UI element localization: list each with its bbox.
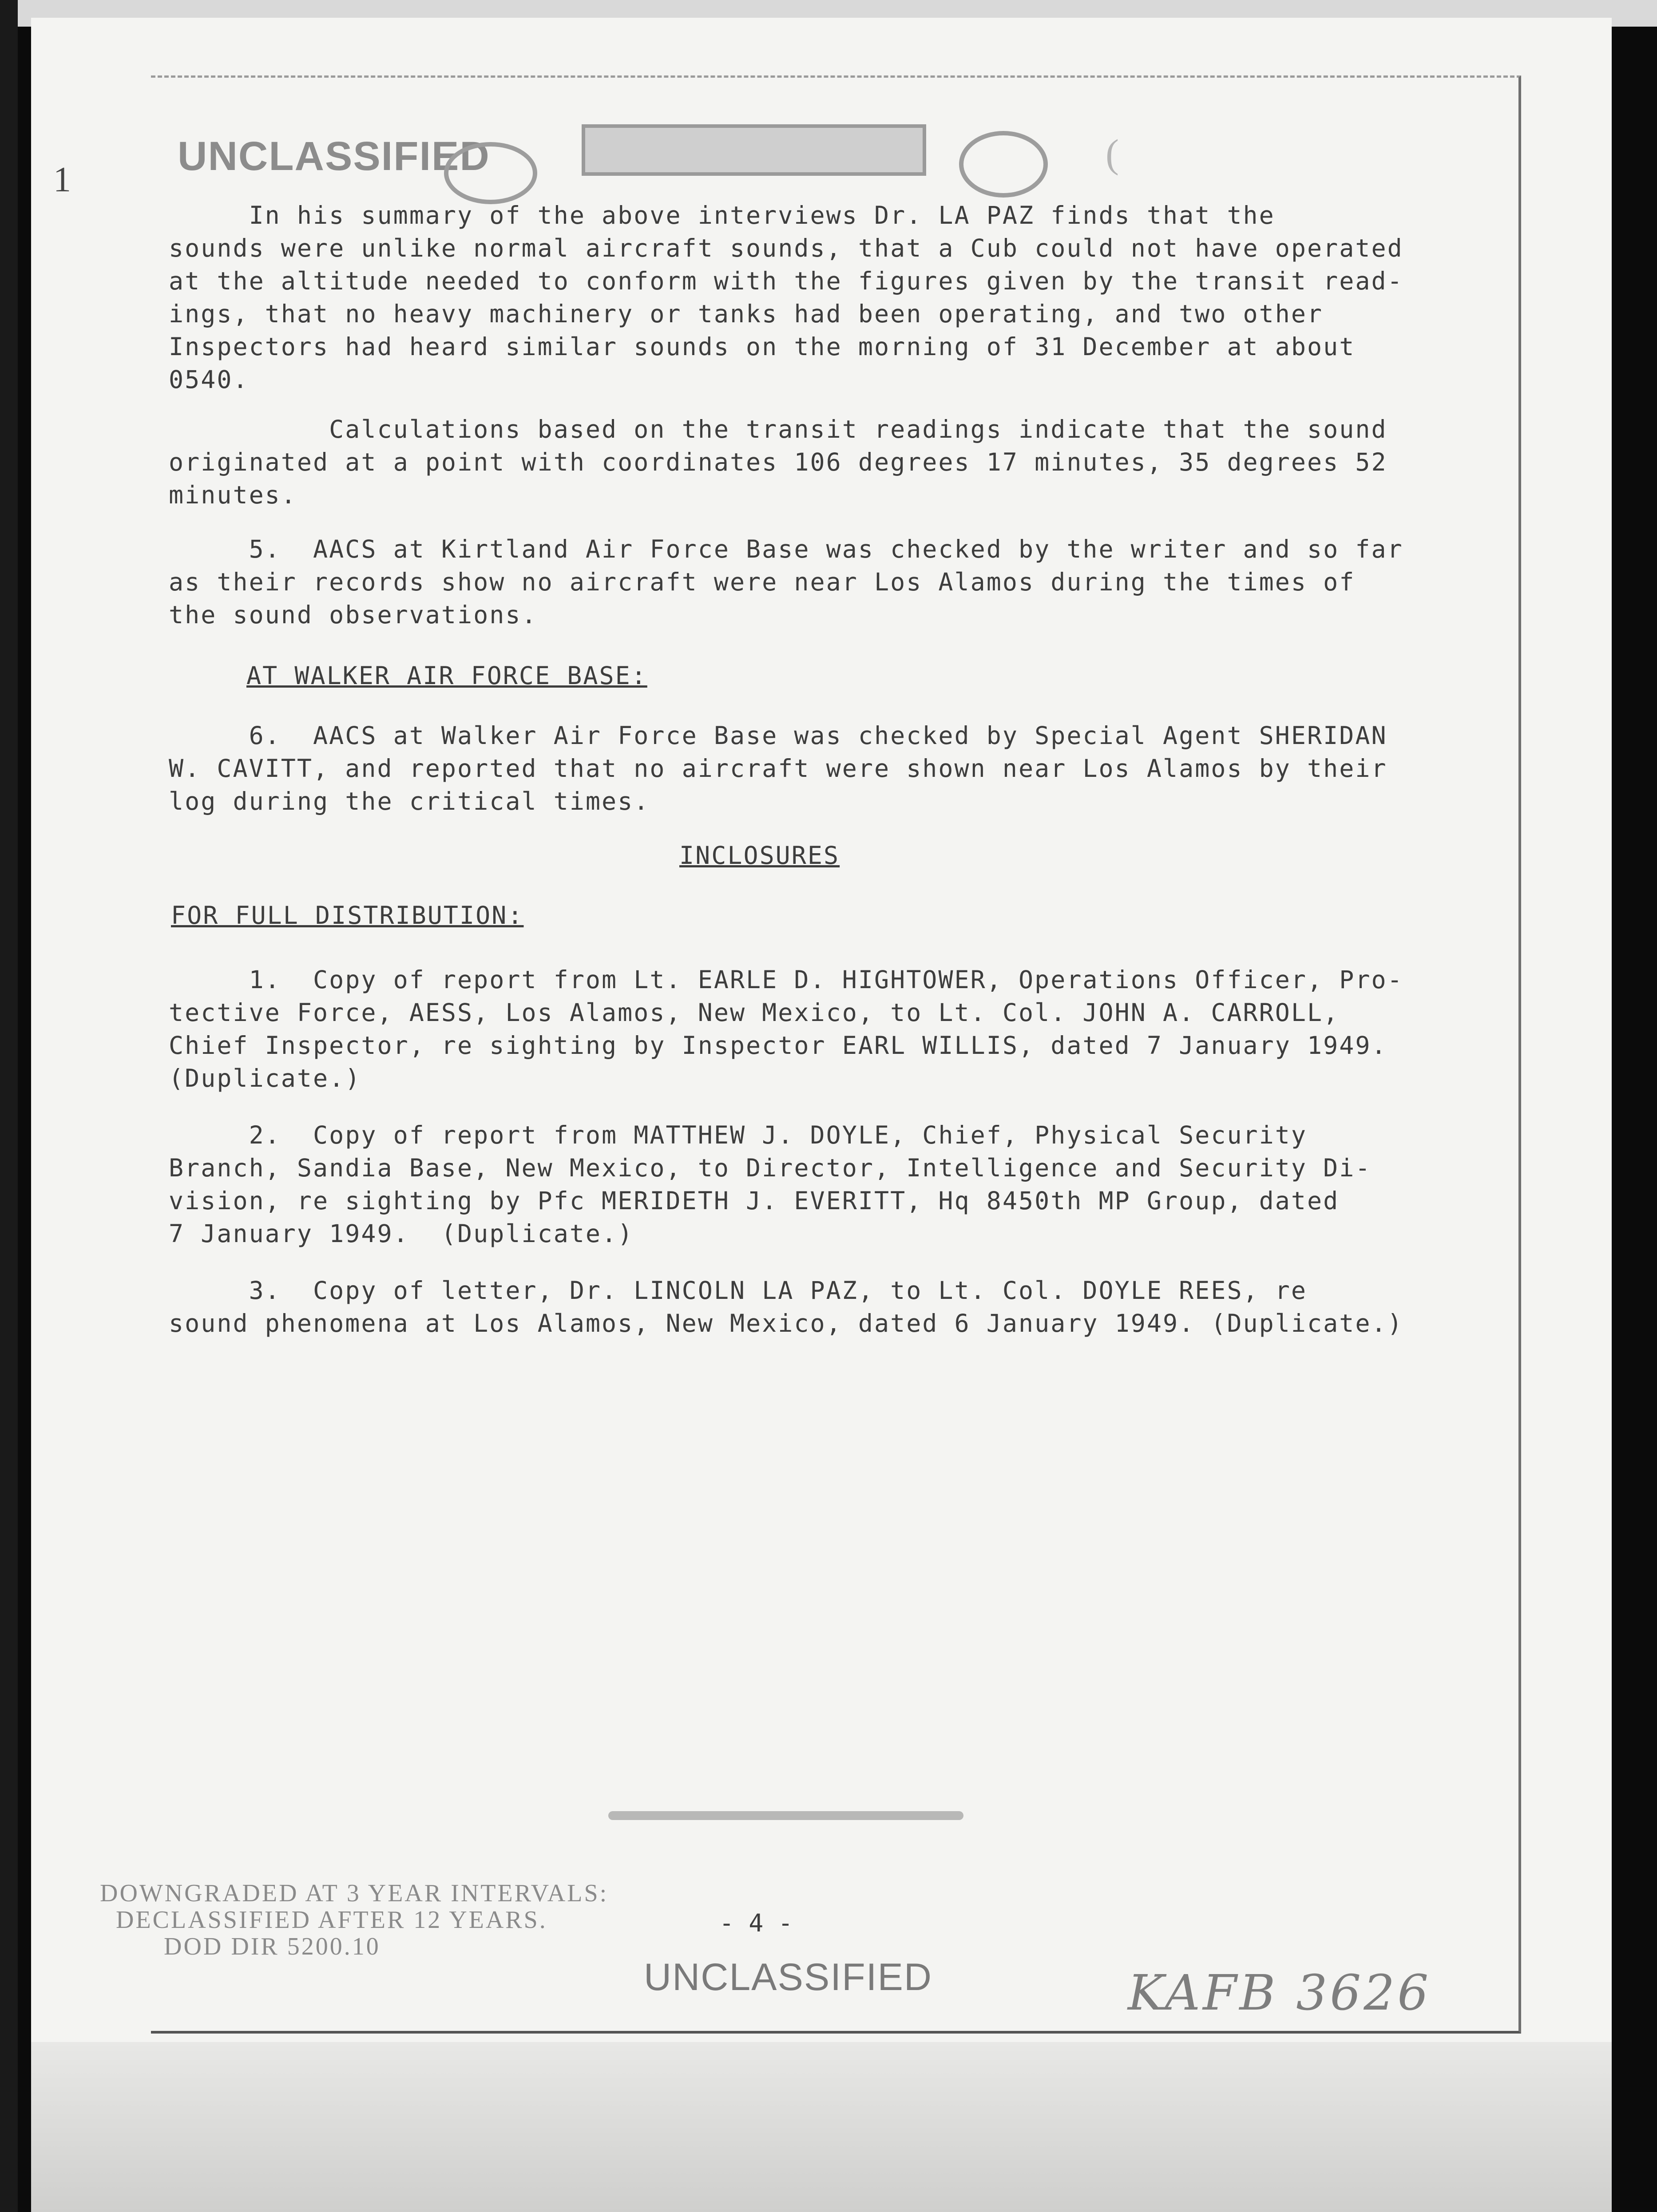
inclosure-item: 3. Copy of letter, Dr. LINCOLN LA PAZ, to Lt. Col. DOYLE REES, re sound phenomena at Los Alamos, New Mexico, dated 6 January 1949. (Duplicate.) xyxy=(169,1276,1403,1337)
heading-walker-afb: AT WALKER AIR FORCE BASE: xyxy=(246,661,647,690)
summary-paragraph: In his summary of the above interviews Dr. LA PAZ finds that the sounds were unlike normal aircraft sounds, that a Cub could not have operated at the altitude needed to conform with the figures given by the transit read- ings, that no heavy machinery or tanks had been operating, and two other Inspectors had heard similar sounds on the morning of 31 December at about 0540. xyxy=(169,201,1403,394)
downgrade-notice: DOWNGRADED AT 3 YEAR INTERVALS: DECLASSIFIED AFTER 12 YEARS. DOD DIR 5200.10 xyxy=(100,1880,609,1960)
stray-mark: ( xyxy=(1106,132,1119,176)
paragraph-5: 5. AACS at Kirtland Air Force Base was checked by the writer and so far as their records show no aircraft were near Los Alamos during the times of the sound observations. xyxy=(169,535,1403,629)
ink-smudge xyxy=(608,1811,963,1820)
scan-edge-left xyxy=(0,0,18,2212)
redacted-block xyxy=(582,124,926,176)
classification-stamp-top: UNCLASSIFIED xyxy=(178,134,490,179)
paragraph-6: 6. AACS at Walker Air Force Base was checked by Special Agent SHERIDAN W. CAVITT, and reported that no aircraft were shown near Los Alamos by their log during the critical times. xyxy=(169,721,1387,815)
stamp-circle-icon xyxy=(959,131,1048,198)
page-shadow xyxy=(31,2042,1612,2212)
margin-mark: 1 xyxy=(53,160,71,199)
handwritten-reference: KAFB 3626 xyxy=(1128,1964,1431,2021)
stamp-circle-icon xyxy=(444,142,537,204)
classification-stamp-bottom: UNCLASSIFIED xyxy=(644,1956,933,1998)
heading-distribution: FOR FULL DISTRIBUTION: xyxy=(171,901,524,930)
calculations-paragraph: Calculations based on the transit readings indicate that the sound originated at a point with coordinates 106 degrees 17 minutes, 35 degrees 52 minutes. xyxy=(169,415,1387,509)
page-number: - 4 - xyxy=(719,1909,793,1937)
heading-inclosures: INCLOSURES xyxy=(679,841,840,870)
inclosure-item: 1. Copy of report from Lt. EARLE D. HIGHTOWER, Operations Officer, Pro- tective Force, AESS, Los Alamos, New Mexico, to Lt. Col. JOHN A. CARROLL, Chief Inspector, re sighting by Inspector EARL WILLIS, dated 7 January 1949. (Duplicate.) xyxy=(169,966,1403,1092)
inclosure-item: 2. Copy of report from MATTHEW J. DOYLE, Chief, Physical Security Branch, Sandia Base, New Mexico, to Director, Intelligence and Security Di- vision, re sighting by Pfc MERIDETH J. EVERITT, Hq 8450th MP Group, dated 7 January 1949. (Duplicate.) xyxy=(169,1121,1372,1248)
